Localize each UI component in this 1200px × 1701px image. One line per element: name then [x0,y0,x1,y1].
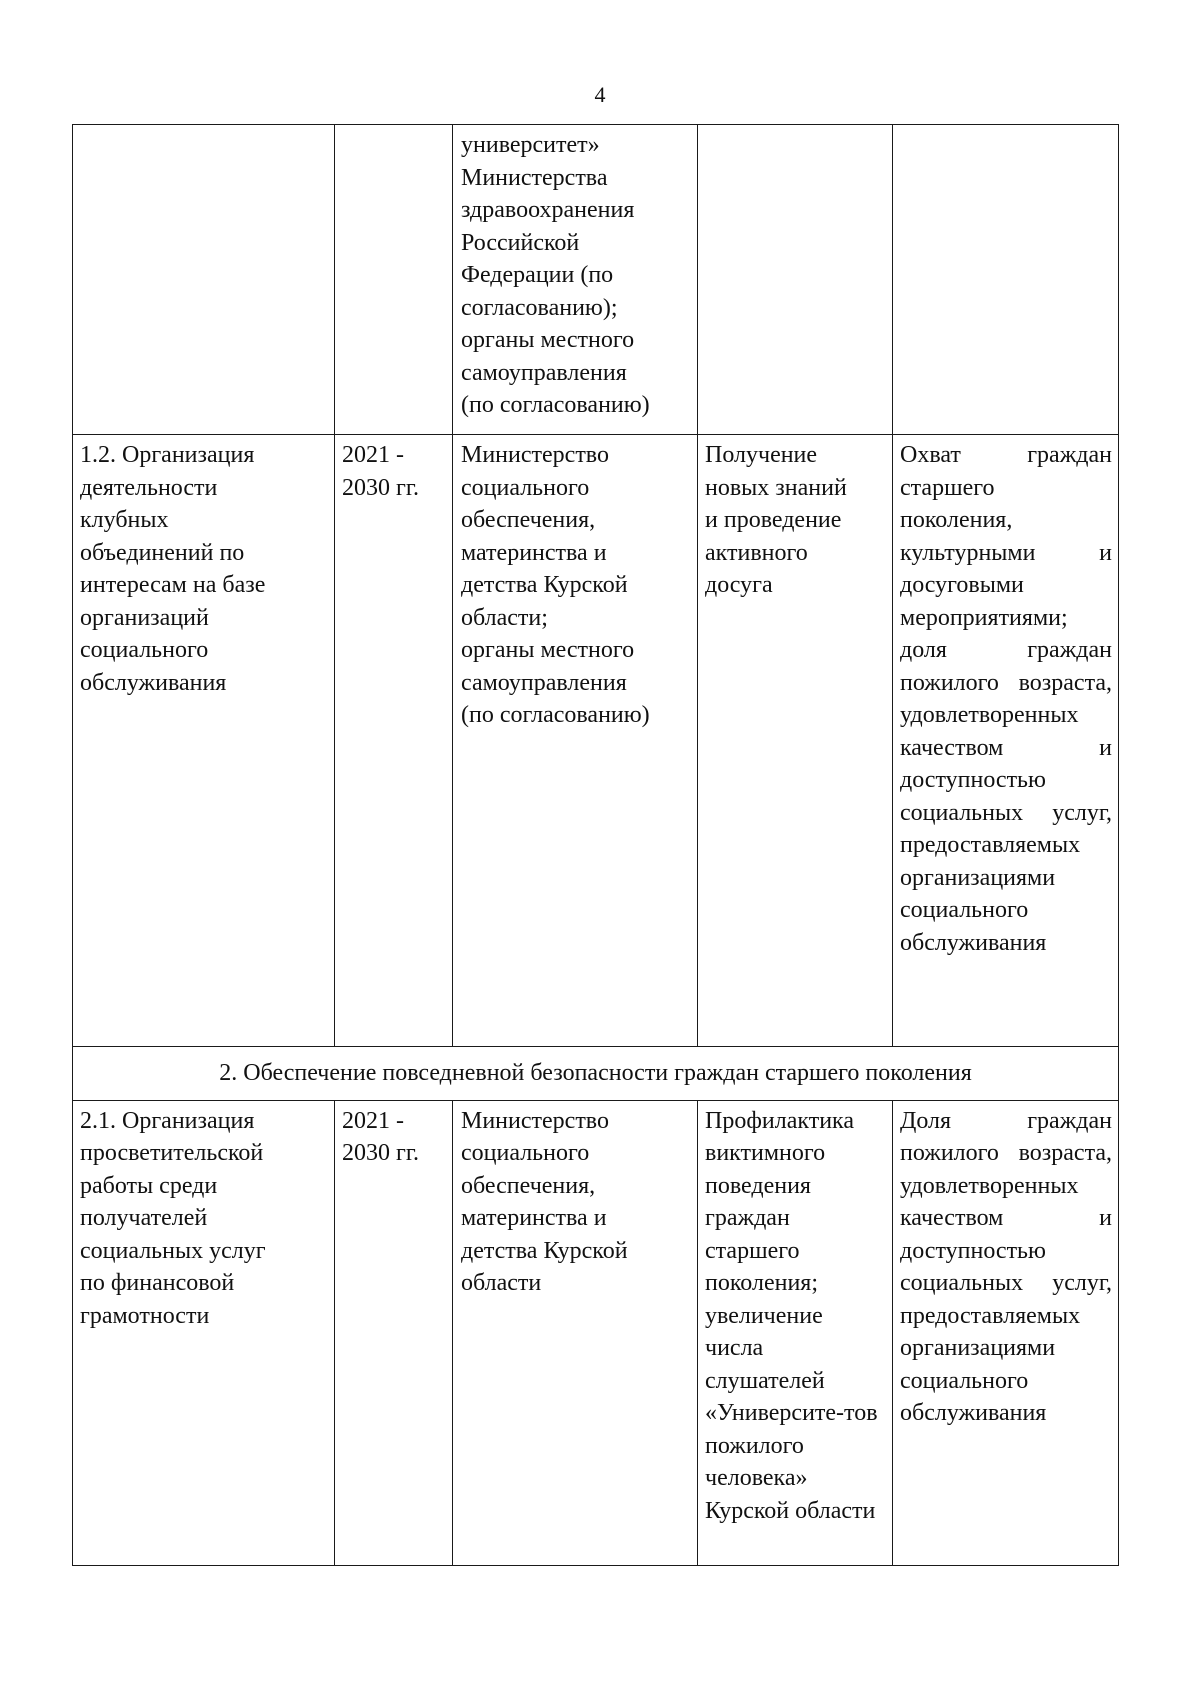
cell-indicator: Доля граждан пожилого возраста, удовлетворенных качеством и доступностью социальных услуг, предоставляемых организациями социального обслуживания [893,1100,1119,1565]
page-number: 4 [594,82,606,107]
action-plan-table [72,124,1119,1566]
cell-task [73,125,335,435]
cell-executors: университет» Министерства здравоохранения Российской Федерации (по согласованию); органы местного самоуправления (по согласованию) [453,125,698,435]
cell-task: 1.2. Организация деятельности клубных объединений по интересам на базе организаций социального обслуживания [73,435,335,1047]
table-row-2-1 [73,1100,1119,1565]
section-heading-row [73,1047,1119,1101]
cell-executors: Министерство социального обеспечения, материнства и детства Курской области [453,1100,698,1565]
cell-result: Профилактика виктимного поведения граждан старшего поколения; увеличение числа слушателей «Университе-тов пожилого человека» Курской области [698,1100,893,1565]
table-row-1-2 [73,435,1119,1047]
cell-executors: Министерство социального обеспечения, материнства и детства Курской области; органы местного самоуправления (по согласованию) [453,435,698,1047]
cell-period [335,125,453,435]
cell-indicator [893,125,1119,435]
cell-indicator: Охват граждан старшего поколения, культурными и досуговыми мероприятиями; доля граждан пожилого возраста, удовлетворенных качеством и доступностью социальных услуг, предоставляемых организациями социального обслуживания [893,435,1119,1047]
cell-result: Получение новых знаний и проведение активного досуга [698,435,893,1047]
table-row-continuation [73,125,1119,435]
cell-result [698,125,893,435]
cell-period: 2021 - 2030 гг. [335,1100,453,1565]
cell-task: 2.1. Организация просветительской работы среди получателей социальных услуг по финансовой грамотности [73,1100,335,1565]
section-heading-2: 2. Обеспечение повседневной безопасности граждан старшего поколения [73,1047,1119,1101]
cell-period: 2021 - 2030 гг. [335,435,453,1047]
